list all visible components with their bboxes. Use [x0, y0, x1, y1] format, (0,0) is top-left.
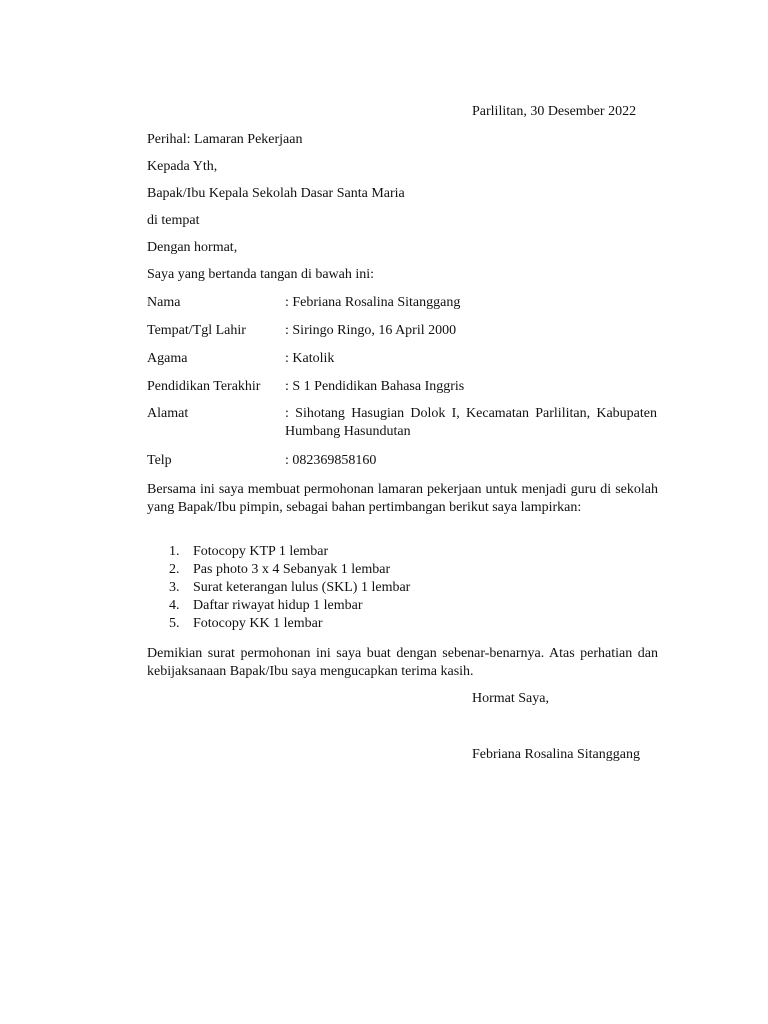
field-value-ttl: : Siringo Ringo, 16 April 2000 — [285, 323, 457, 338]
intro-line: Saya yang bertanda tangan di bawah ini: — [147, 267, 375, 282]
field-value-telp: : 082369858160 — [285, 453, 377, 468]
field-value-alamat: : Sihotang Hasugian Dolok I, Kecamatan Parlilitan, Kabupaten Humbang Hasundutan — [285, 406, 657, 439]
list-item-text: Surat keterangan lulus (SKL) 1 lembar — [193, 580, 411, 595]
field-label-pendidikan: Pendidikan Terakhir — [147, 379, 261, 394]
field-label-ttl: Tempat/Tgl Lahir — [147, 323, 246, 338]
letter-date: Parlilitan, 30 Desember 2022 — [472, 104, 637, 119]
list-item-text: Fotocopy KTP 1 lembar — [193, 544, 329, 559]
field-label-nama: Nama — [147, 295, 181, 310]
list-item-number: 5. — [169, 616, 180, 631]
field-value-pendidikan: : S 1 Pendidikan Bahasa Inggris — [285, 379, 465, 394]
list-item-number: 1. — [169, 544, 180, 559]
letter-subject: Perihal: Lamaran Pekerjaan — [147, 132, 303, 147]
list-item-number: 4. — [169, 598, 180, 613]
field-label-alamat: Alamat — [147, 406, 189, 421]
list-item-number: 3. — [169, 580, 180, 595]
greeting: Dengan hormat, — [147, 240, 238, 255]
closing-salutation: Hormat Saya, — [472, 691, 549, 706]
list-item-text: Daftar riwayat hidup 1 lembar — [193, 598, 363, 613]
recipient: Bapak/Ibu Kepala Sekolah Dasar Santa Maria — [147, 186, 405, 201]
body-paragraph: Bersama ini saya membuat permohonan lamaran pekerjaan untuk menjadi guru di sekolah yang Bapak/Ibu pimpin, sebagai bahan pertimbangan berikut saya lampirkan: — [147, 482, 658, 515]
field-label-agama: Agama — [147, 351, 188, 366]
list-item-number: 2. — [169, 562, 180, 577]
signer-name: Febriana Rosalina Sitanggang — [472, 747, 640, 762]
field-value-agama: : Katolik — [285, 351, 335, 366]
list-item-text: Fotocopy KK 1 lembar — [193, 616, 323, 631]
list-item-text: Pas photo 3 x 4 Sebanyak 1 lembar — [193, 562, 391, 577]
recipient-place: di tempat — [147, 213, 200, 228]
field-label-telp: Telp — [147, 453, 172, 468]
closing-paragraph: Demikian surat permohonan ini saya buat dengan sebenar-benarnya. Atas perhatian dan kebijaksanaan Bapak/Ibu saya mengucapkan terima kasih. — [147, 646, 658, 679]
field-value-nama: : Febriana Rosalina Sitanggang — [285, 295, 461, 310]
salutation-to: Kepada Yth, — [147, 159, 218, 174]
